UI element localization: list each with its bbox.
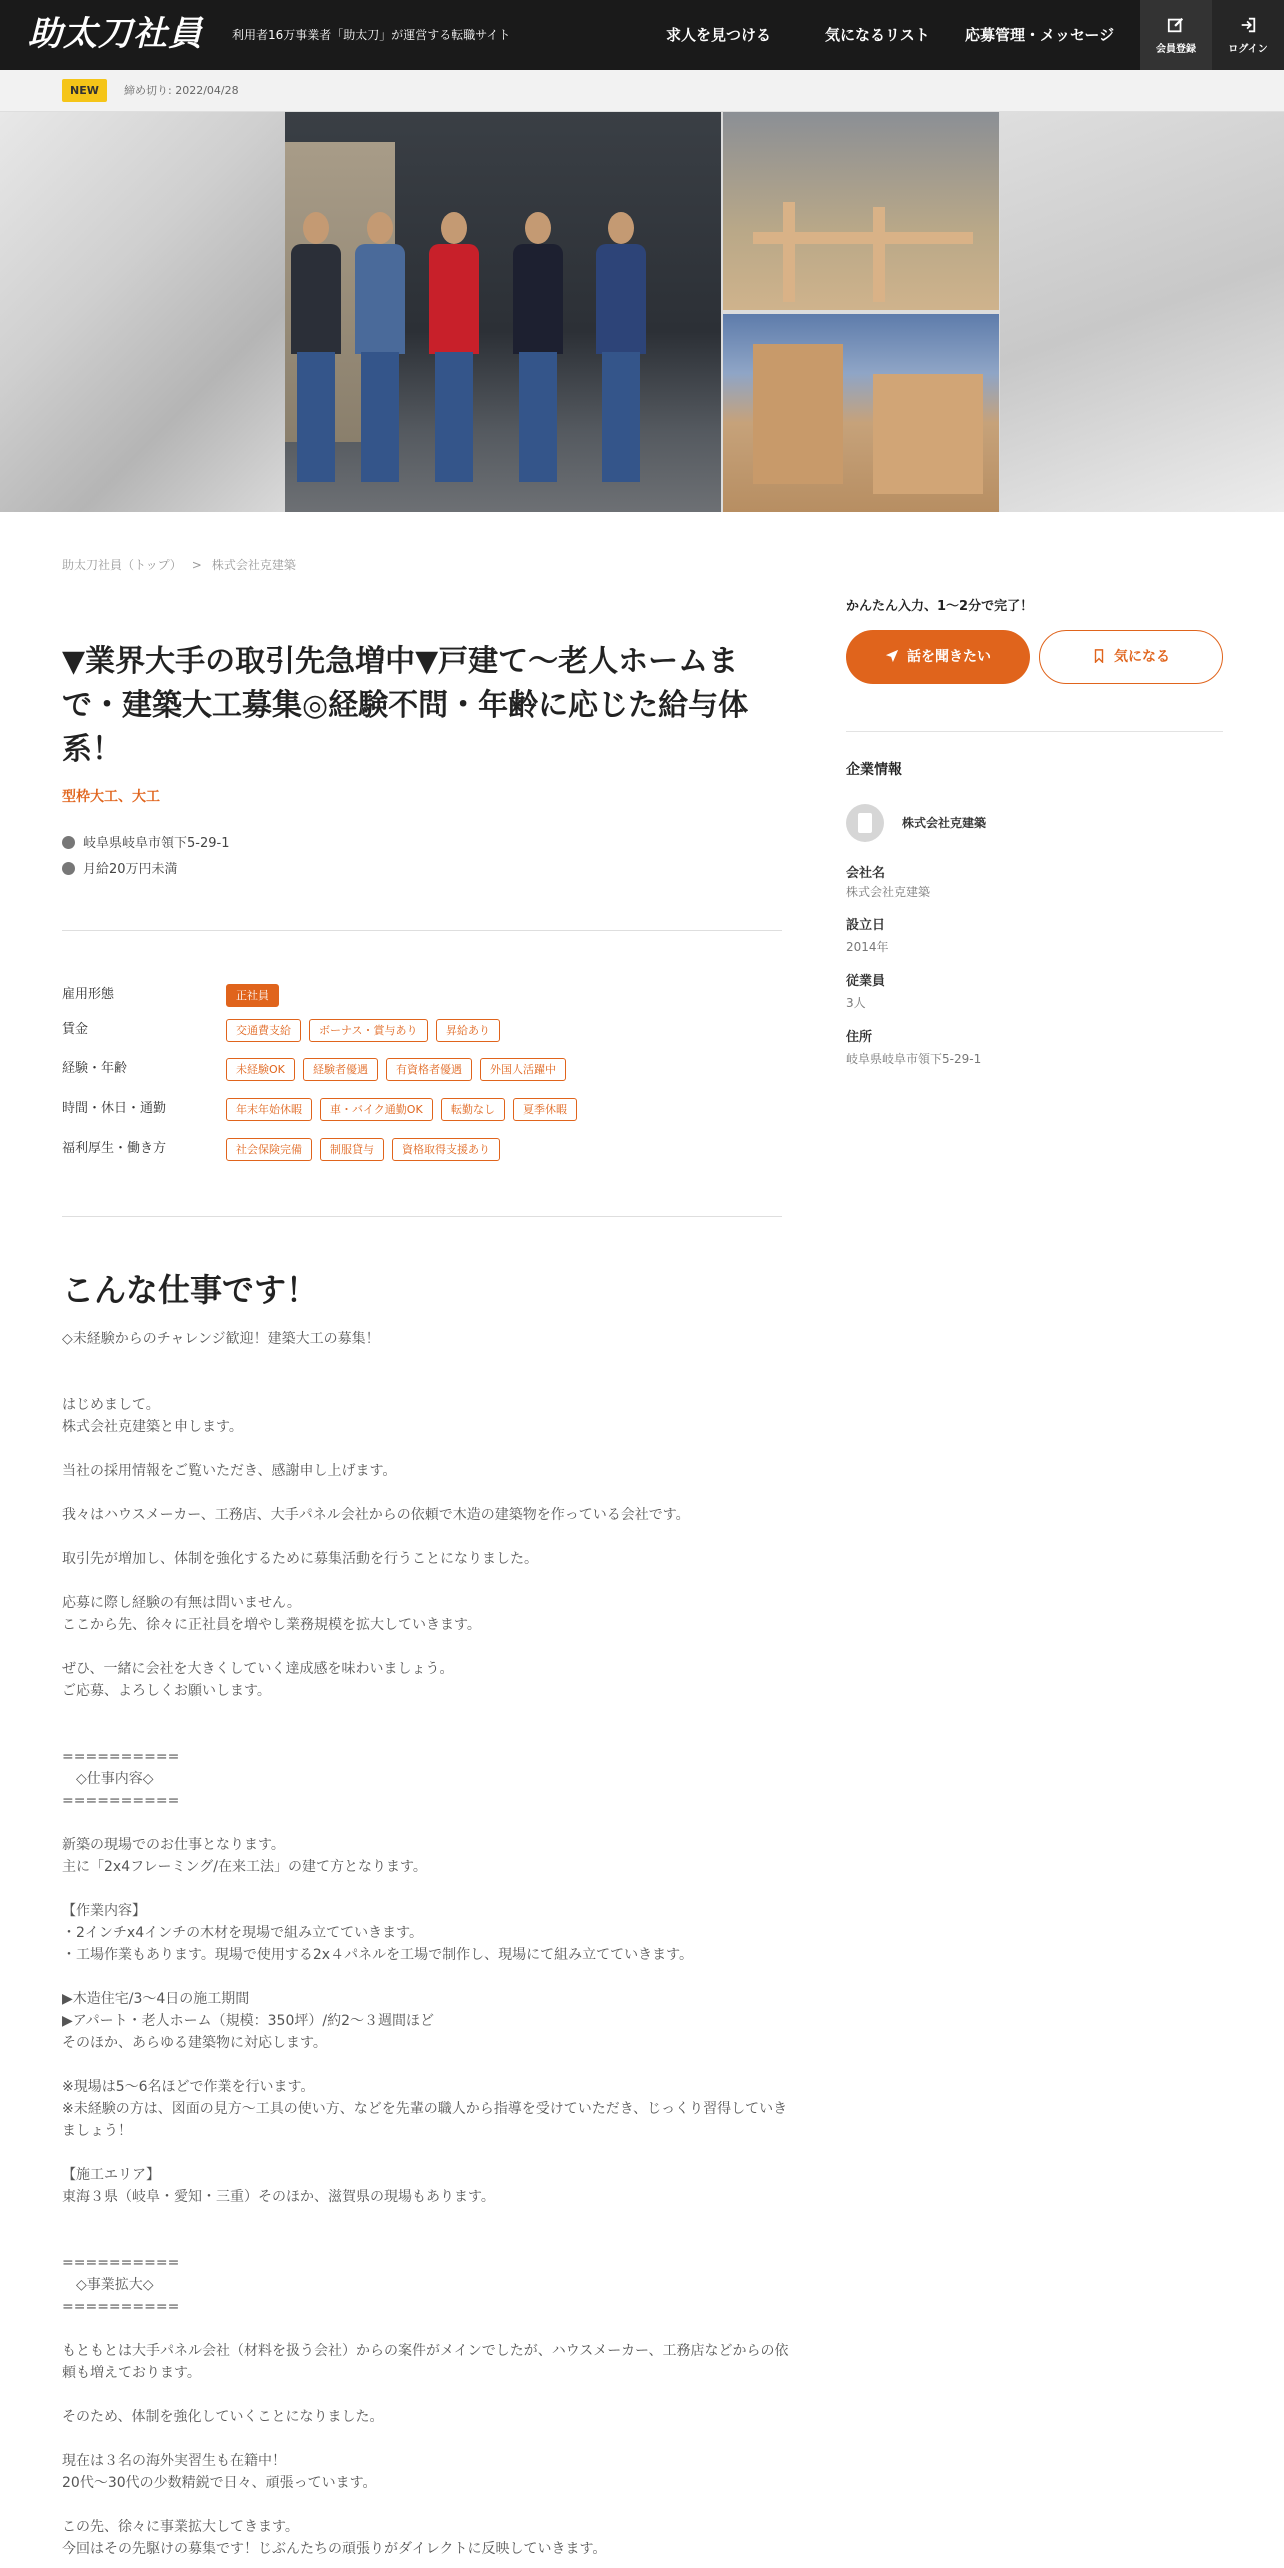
- job-title: ▼業界大手の取引先急増中▼戸建て〜老人ホームまで・建築大工募集◎経験不問・年齢に応じた給与体系！: [62, 644, 749, 767]
- condition-tag: 車・バイク通勤OK: [320, 1098, 433, 1121]
- company-logo[interactable]: [846, 804, 884, 842]
- condition-label: 時間・休日・通勤: [62, 1101, 167, 1116]
- yen-icon: [62, 862, 75, 875]
- login-label: ログイン: [1228, 44, 1268, 55]
- hero-photo-site[interactable]: [723, 314, 999, 512]
- section-divider: [62, 1216, 782, 1217]
- hero-gallery: [0, 112, 1284, 512]
- company-field-label: 住所: [846, 1030, 873, 1045]
- register-button[interactable]: [1140, 0, 1212, 70]
- site-logo[interactable]: 助太刀社員: [28, 14, 203, 54]
- breadcrumb-separator: >: [191, 558, 202, 572]
- job-address: [62, 834, 229, 854]
- condition-tag: 制服貸与: [320, 1138, 384, 1161]
- breadcrumb-home[interactable]: 助太刀社員（トップ）: [62, 558, 182, 572]
- job-salary: [62, 860, 178, 880]
- hero-background-right: [1000, 112, 1284, 512]
- nav-applications-messages[interactable]: 応募管理・メッセージ: [965, 26, 1115, 44]
- sidebar-divider: [846, 731, 1223, 732]
- condition-tag: 年末年始休暇: [226, 1098, 312, 1121]
- job-address-text: 岐阜県岐阜市領下5-29-1: [83, 836, 230, 851]
- description-intro: ◇未経験からのチャレンジ歓迎！建築大工の募集！: [62, 1331, 380, 1347]
- company-field-label: 従業員: [846, 974, 886, 989]
- condition-label: 賃金: [62, 1022, 89, 1037]
- company-field-value: 株式会社克建築: [846, 885, 931, 899]
- condition-tag: 転勤なし: [441, 1098, 505, 1121]
- register-label: 会員登録: [1156, 44, 1196, 55]
- photo-person: [349, 212, 409, 492]
- deadline-bar: [0, 70, 1284, 112]
- nav-favorites-list[interactable]: 気になるリスト: [825, 26, 930, 44]
- hero-photo-factory[interactable]: [723, 112, 999, 310]
- company-field-label: 会社名: [846, 866, 886, 881]
- location-pin-icon: [62, 836, 75, 849]
- interest-button[interactable]: [846, 630, 1030, 684]
- job-salary-text: 月給20万円未満: [83, 862, 178, 877]
- photo-person: [423, 212, 483, 492]
- condition-tag: 社会保険完備: [226, 1138, 312, 1161]
- company-field-value: 2014年: [846, 940, 889, 954]
- new-badge: NEW: [62, 79, 107, 102]
- condition-label: 福利厚生・働き方: [62, 1141, 167, 1156]
- condition-tag: ボーナス・賞与あり: [309, 1019, 428, 1042]
- breadcrumb-current: 株式会社克建築: [211, 558, 296, 572]
- photo-person: [507, 212, 567, 492]
- condition-tag: 正社員: [226, 984, 279, 1007]
- condition-tag: 経験者優遇: [303, 1058, 378, 1081]
- interest-button-label: 話を聞きたい: [907, 649, 991, 665]
- condition-tag: 有資格者優遇: [386, 1058, 472, 1081]
- company-field-value: 3人: [846, 996, 866, 1010]
- building-icon: [858, 813, 872, 833]
- paper-plane-icon: [885, 649, 899, 663]
- favorite-button-label: 気になる: [1114, 649, 1170, 665]
- condition-label: 経験・年齢: [62, 1061, 128, 1076]
- condition-tag: 資格取得支援あり: [392, 1138, 500, 1161]
- site-tagline: 利用者16万事業者「助太刀」が運営する転職サイト: [232, 28, 511, 42]
- condition-tag: 外国人活躍中: [480, 1058, 566, 1081]
- description-body: はじめまして。 株式会社克建築と申します。 当社の採用情報をご覧いただき、感謝申し上げます。 我々はハウスメーカー、工務店、大手パネル会社からの依頼で木造の建築物を作っている会社です。 取引先が増加し、体制を強化するために募集活動を行うことになりました。 応募に際し経験の有無は問いません。 ここから先、徐々に正社員を増やし業務規模を拡大していきます。 ぜひ、一緒に会社を大きくしていく達成感を味わいましょう。 ご応募、よろしくお願いします。 ========== ◇仕事内容◇ ========== 新築の現場でのお仕事となります。 主に「2x4フレーミング/在来工法」の建て方となります。 【作業内容】 ・2インチx4インチの木材を現場で組み立てていきます。 ・工場作業もあります。現場で使用する2x４パネルを工場で制作し、現場にて組み立てていきます。 ▶木造住宅/3〜4日の施工期間 ▶アパート・老人ホーム（規模：350坪）/約2〜３週間ほど そのほか、あらゆる建築物に対応します。 ※現場は5〜6名ほどで作業を行います。 ※未経験の方は、図面の見方〜工具の使い方、などを先輩の職人から指導を受けていただき、じっくり習得していきましょう！ 【施工エリア】 東海３県（岐阜・愛知・三重）そのほか、滋賀県の現場もあります。 ========== ◇事業拡大◇ ========== もともとは大手パネル会社（材料を扱う会社）からの案件がメインでしたが、ハウスメーカー、工務店などからの依頼も増えております。 そのため、体制を強化していくことになりました。 現在は３名の海外実習生も在籍中！ 20代〜30代の少数精鋭で日々、頑張っています。 この先、徐々に事業拡大してきます。 今回はその先駆けの募集です！じぶんたちの頑張りがダイレクトに反映していきます。: [62, 1397, 789, 2557]
- condition-tag: 交通費支給: [226, 1019, 301, 1042]
- condition-tag: 昇給あり: [436, 1019, 500, 1042]
- hero-photo-team[interactable]: [285, 112, 721, 512]
- company-field-label: 設立日: [846, 918, 886, 933]
- condition-label: 雇用形態: [62, 987, 115, 1002]
- deadline-text: 締め切り: 2022/04/28: [124, 84, 239, 97]
- login-icon: [1239, 16, 1257, 34]
- company-name-link[interactable]: 株式会社克建築: [902, 816, 987, 830]
- job-types: 型枠大工、大工: [62, 789, 160, 805]
- login-button[interactable]: [1212, 0, 1284, 70]
- nav-find-jobs[interactable]: 求人を見つける: [666, 26, 772, 44]
- bookmark-icon: [1092, 649, 1106, 663]
- site-header: [0, 0, 1284, 70]
- condition-tag: 未経験OK: [226, 1058, 295, 1081]
- section-divider: [62, 930, 782, 931]
- edit-icon: [1167, 16, 1185, 34]
- description-heading: こんな仕事です！: [62, 1271, 319, 1309]
- company-info-heading: 企業情報: [846, 762, 902, 778]
- breadcrumb: [62, 556, 296, 574]
- condition-tag: 夏季休暇: [513, 1098, 577, 1121]
- favorite-button[interactable]: [1039, 630, 1223, 684]
- company-field-value: 岐阜県岐阜市領下5-29-1: [846, 1052, 982, 1066]
- photo-person: [590, 212, 650, 492]
- photo-person: [285, 212, 345, 492]
- hero-background-left: [0, 112, 285, 512]
- apply-note: かんたん入力、1〜2分で完了！: [846, 599, 1034, 614]
